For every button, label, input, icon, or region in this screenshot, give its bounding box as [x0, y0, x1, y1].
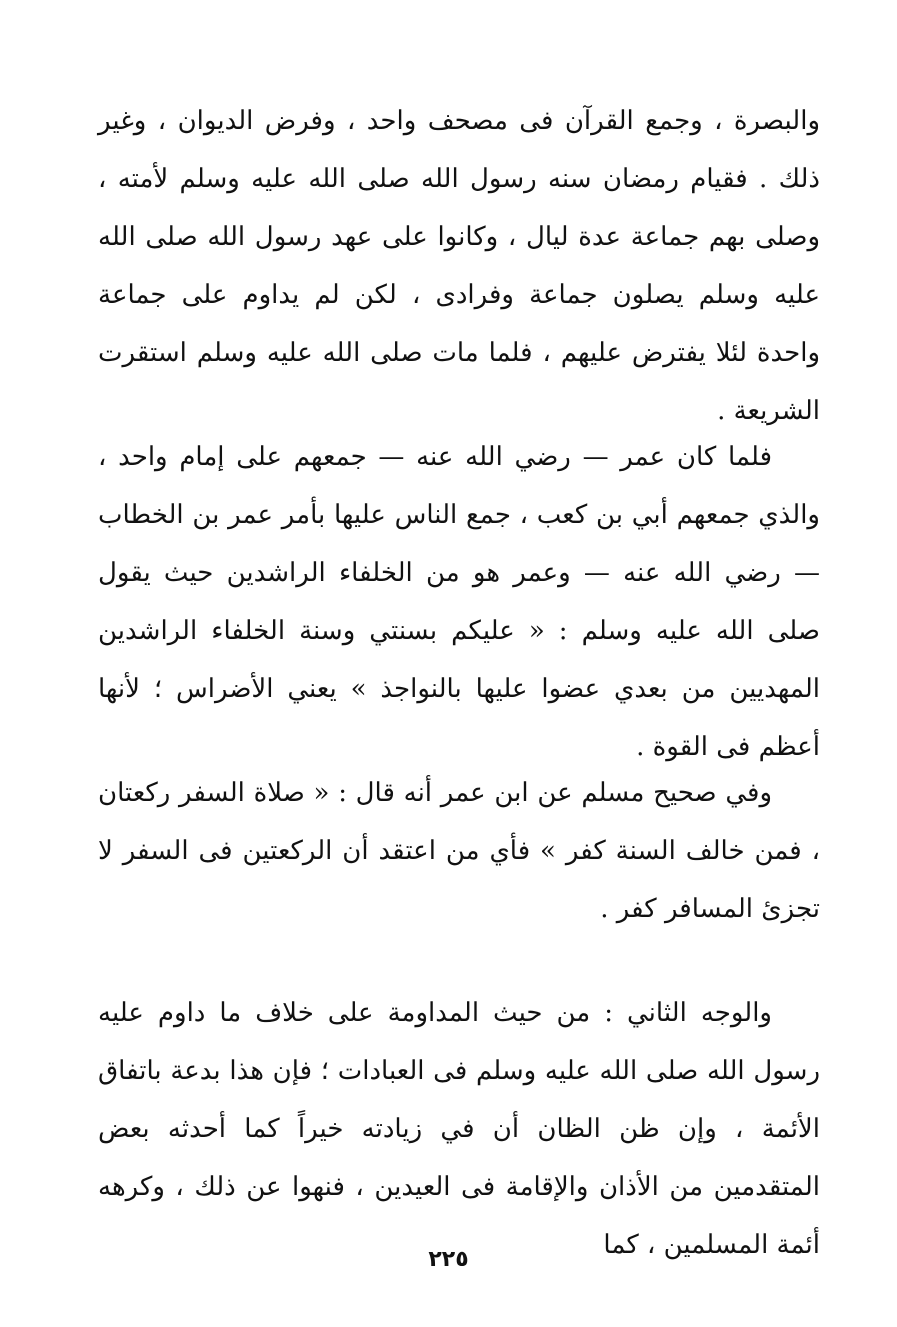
paragraph-4: والوجه الثاني : من حيث المداومة على خلاف ما داوم عليه رسول الله صلى الله عليه وسلم فى العبادات ؛ فإن هذا بدعة باتفاق الأئمة ، وإن ظن الظان أن في زيادته خيراً كما أحدثه بعض المتقدمين من الأذان والإقامة فى العيدين ، فنهوا عن ذلك ، وكرهه أئمة المسلمين ، كما	[98, 998, 820, 1260]
paragraph-1: والبصرة ، وجمع القرآن فى مصحف واحد ، وفرض الديوان ، وغير ذلك . فقيام رمضان سنه رسول الله صلى الله عليه وسلم لأمته ، وصلى بهم جماعة عدة ليال ، وكانوا على عهد رسول الله صلى الله عليه وسلم يصلون جماعة وفرادى ، لكن لم يداوم على جماعة واحدة لئلا يفترض عليهم ، فلما مات صلى الله عليه وسلم استقرت الشريعة .	[98, 106, 820, 426]
paragraph-3: وفي صحيح مسلم عن ابن عمر أنه قال : « صلاة السفر ركعتان ، فمن خالف السنة كفر » فأي من اعتقد أن الركعتين فى السفر لا تجزئ المسافر كفر .	[98, 778, 820, 924]
paragraph-2: فلما كان عمر — رضي الله عنه — جمعهم على إمام واحد ، والذي جمعهم أبي بن كعب ، جمع الناس عليها بأمر عمر بن الخطاب — رضي الله عنه — وعمر هو من الخلفاء الراشدين حيث يقول صلى الله عليه وسلم : « عليكم بسنتي وسنة الخلفاء الراشدين المهديين من بعدي عضوا عليها بالنواجذ » يعني الأضراس ؛ لأنها أعظم فى القوة .	[98, 442, 820, 762]
page-number: ٢٢٥	[428, 1247, 469, 1272]
